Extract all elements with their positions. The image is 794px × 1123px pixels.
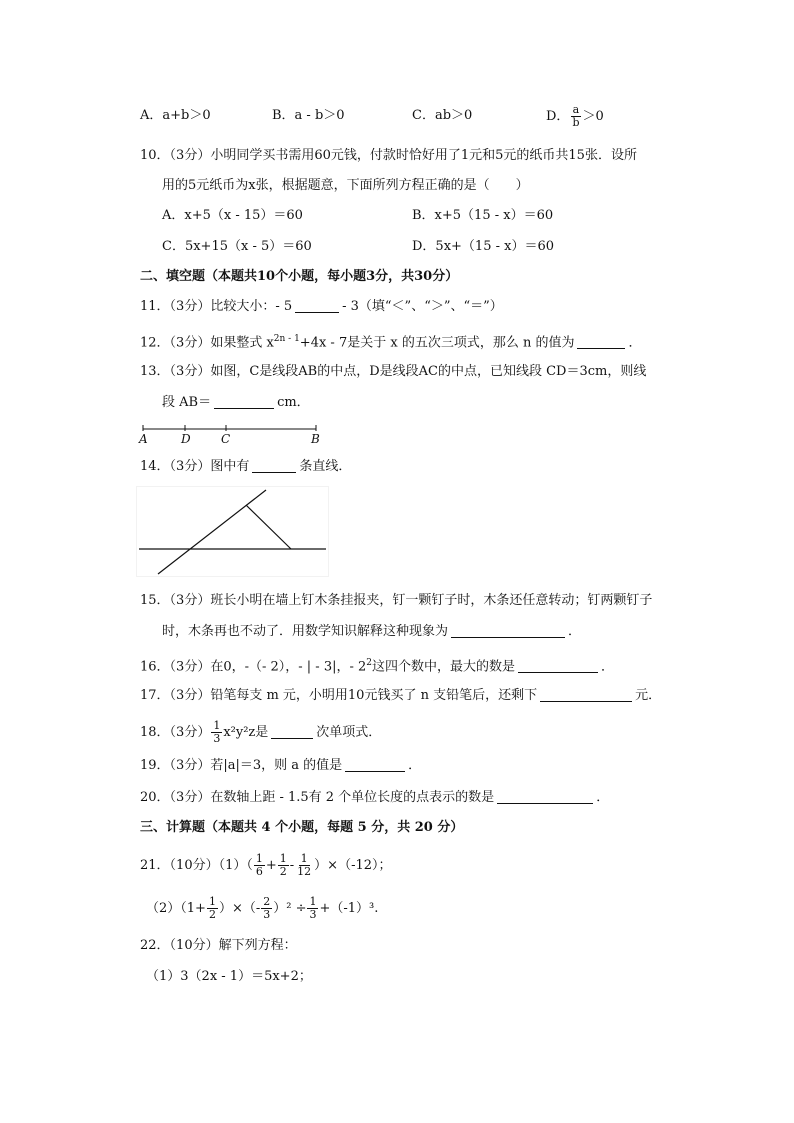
fraction-numerator: 1: [279, 852, 287, 865]
q18-expression: x²y²z是: [223, 725, 269, 740]
q9-option-d-fraction: [570, 104, 581, 129]
fraction-denominator: 3: [309, 908, 317, 921]
q21-part-2: [146, 896, 378, 921]
fraction-numerator: 2: [263, 895, 271, 908]
q21-fraction-2: [278, 853, 289, 878]
fraction-numerator: 1: [300, 852, 308, 865]
q16-text-mid: 这四个数中，最大的数是: [372, 659, 516, 675]
q18-text-end: 次单项式．: [316, 725, 382, 740]
q20: [140, 788, 609, 808]
q14-lines-figure: [136, 486, 332, 578]
q10-option-d[interactable]: D．5x+（15 - x）＝60: [412, 239, 554, 254]
q9-option-d[interactable]: [546, 104, 604, 129]
q16-text: 16．（3分）在0，-（- 2），- | - 3|，- 2: [140, 659, 367, 675]
q10-option-b[interactable]: B．x+5（15 - x）＝60: [412, 208, 554, 223]
q11-text: 11．（3分）比较大小：- 5: [140, 299, 293, 314]
q10-line-1: 10．（3分）小明同学买书需用60元钱，付款时恰好用了1元和5元的纸币共15张．设所: [140, 148, 637, 163]
q21-part-2-text: （2）（1+: [146, 901, 206, 916]
q9-option-a[interactable]: A．a+b＞0: [140, 108, 211, 123]
q15-line-1: 15．（3分）班长小明在墙上钉木条挂报夹，钉一颗钉子时，木条还任意转动；钉两颗钉子: [140, 593, 653, 608]
q9-option-c[interactable]: C．ab＞0: [412, 108, 473, 123]
q17: [140, 686, 661, 706]
q22-line-2: （1）3（2x - 1）＝5x+2；: [146, 969, 312, 984]
q21-part-2-fraction-2: [261, 896, 272, 921]
q21-fraction-3: [295, 853, 313, 878]
q16-exponent: 2: [366, 658, 373, 668]
q17-text-end: 元．: [635, 688, 662, 703]
q15-blank[interactable]: [451, 623, 565, 638]
q18-fraction: [211, 720, 222, 745]
q12-text-mid: +4x - 7是关于 x 的五次三项式，那么 n 的值为: [299, 335, 575, 351]
q21-part-2-text-end: +（-1）³.: [319, 901, 379, 916]
q21-text: 21．（10分）（1）（: [140, 858, 253, 873]
q12-text: 12．（3分）如果整式 x: [140, 335, 274, 351]
q9-option-d-suffix: ＞0: [582, 109, 604, 124]
q14-text: 14．（3分）图中有: [140, 459, 250, 474]
section-2-heading: 二、填空题（本题共10个小题，每小题3分，共30分）: [140, 269, 459, 284]
q9-option-b[interactable]: B．a - b＞0: [272, 108, 345, 123]
q20-blank[interactable]: [497, 789, 593, 804]
q15-text-end: ．: [568, 624, 582, 639]
q11-text-end: - 3（填“＜”、“＞”、“＝”）: [342, 299, 503, 314]
q13-label-a: A: [139, 432, 148, 446]
q14-text-end: 条直线．: [299, 459, 352, 474]
fraction-numerator: 1: [208, 895, 216, 908]
q21-part-2-text-mid: ）×（-: [218, 901, 261, 916]
fraction-denominator: 2: [279, 865, 287, 878]
q21-part-2-fraction-1: [207, 896, 218, 921]
fraction-denominator: b: [572, 116, 580, 129]
q17-blank[interactable]: [540, 687, 632, 702]
q21-fraction-1: [254, 853, 265, 878]
fraction-denominator: 2: [208, 908, 216, 921]
fraction-numerator: 1: [255, 852, 263, 865]
q16: [140, 653, 614, 677]
q16-text-end: ．: [601, 659, 615, 675]
q21-part-2-text-mid2: ）² ÷: [273, 901, 307, 916]
q20-text-end: ．: [596, 790, 610, 805]
q14: [140, 457, 351, 477]
q10-option-a[interactable]: A．x+5（x - 15）＝60: [162, 208, 303, 223]
q21-part-2-fraction-3: [307, 896, 318, 921]
q13-label-d: D: [181, 432, 191, 446]
fraction-denominator: 6: [255, 865, 263, 878]
q15-text: 时，木条再也不动了．用数学知识解释这种现象为: [162, 624, 449, 639]
q18-blank[interactable]: [271, 724, 313, 739]
q18: [140, 720, 381, 745]
q11-blank[interactable]: [295, 298, 339, 313]
plus-sign: +: [265, 858, 277, 873]
q21-text-end: ）×（-12）；: [314, 858, 392, 873]
section-3-heading: 三、计算题（本题共 4 个小题，每题 5 分，共 20 分）: [140, 820, 464, 835]
q19-text-end: ．: [408, 758, 422, 773]
fraction-denominator: 3: [213, 732, 221, 745]
q21-part-1: [140, 853, 392, 878]
q19-blank[interactable]: [345, 757, 405, 772]
q14-blank[interactable]: [252, 458, 296, 473]
q12-exponent: 2n - 1: [273, 334, 300, 344]
q12: [140, 329, 641, 353]
q17-text: 17．（3分）铅笔每支 m 元，小明用10元钱买了 n 支铅笔后，还剩下: [140, 688, 538, 703]
fraction-numerator: 1: [309, 895, 317, 908]
q18-text: 18．（3分）: [140, 725, 211, 740]
q9-option-d-prefix: D．: [546, 109, 570, 124]
fraction-denominator: 3: [263, 908, 271, 921]
q16-blank[interactable]: [518, 658, 598, 673]
q13-blank[interactable]: [214, 394, 274, 409]
q12-blank[interactable]: [577, 334, 625, 349]
q10-line-2: 用的5元纸币为x张，根据题意，下面所列方程正确的是（ ）: [162, 178, 529, 193]
minus-sign: -: [289, 858, 295, 873]
q13-label-b: B: [311, 432, 320, 446]
q19: [140, 756, 421, 776]
q13-text-end: cm．: [277, 395, 310, 410]
q13-segment-figure: [136, 422, 336, 448]
q20-text: 20．（3分）在数轴上距 - 1.5有 2 个单位长度的点表示的数是: [140, 790, 495, 805]
q22-line-1: 22．（10分）解下列方程：: [140, 938, 297, 953]
q12-text-end: ．: [628, 335, 642, 351]
q15-line-2: [162, 622, 581, 642]
fraction-numerator: a: [572, 103, 580, 116]
q13-line-1: 13．（3分）如图，C是线段AB的中点，D是线段AC的中点，已知线段 CD＝3cm，则线: [140, 364, 647, 379]
q19-text: 19．（3分）若|a|＝3，则 a 的值是: [140, 758, 343, 773]
q10-option-c[interactable]: C．5x+15（x - 5）＝60: [162, 239, 312, 254]
q13-label-c: C: [221, 432, 231, 446]
q13-text: 段 AB＝: [162, 395, 212, 410]
fraction-numerator: 1: [213, 719, 221, 732]
q11: [140, 297, 503, 317]
q13-line-2: [162, 393, 310, 413]
fraction-denominator: 12: [297, 865, 312, 878]
